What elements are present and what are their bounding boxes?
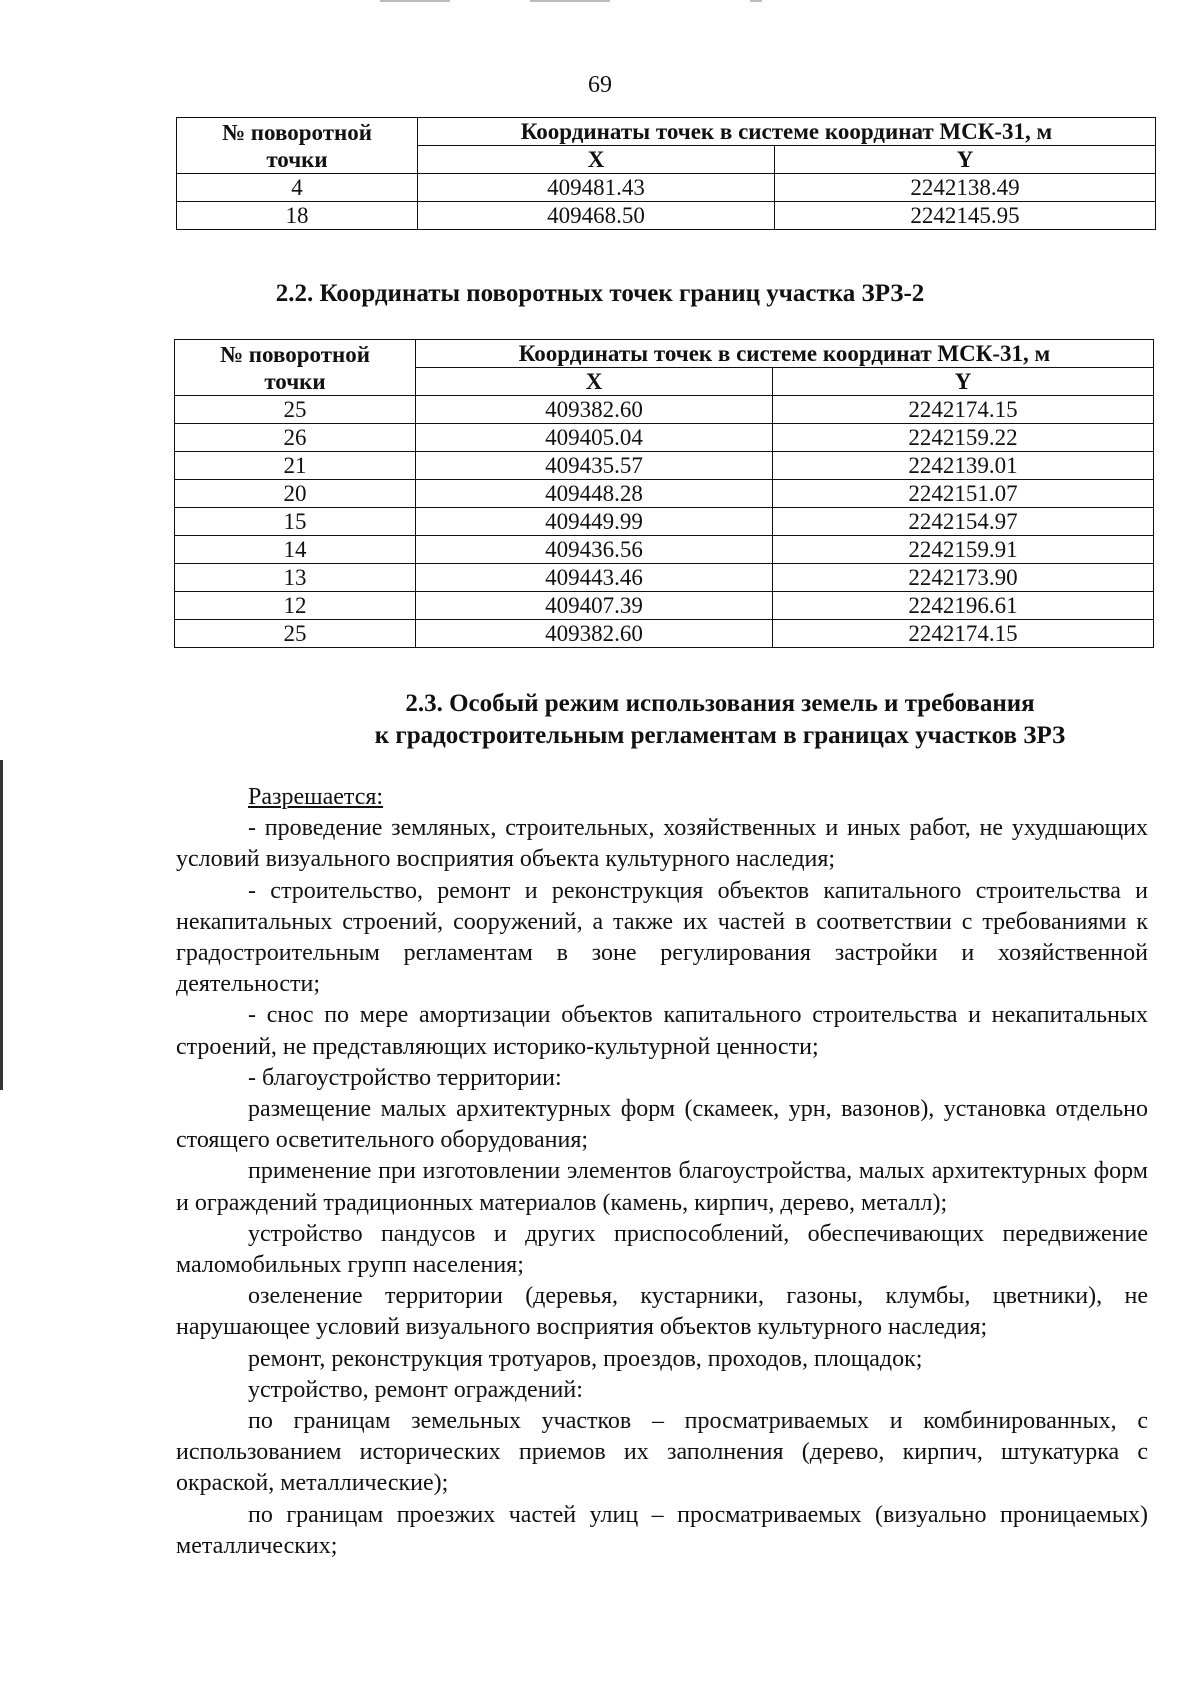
y-cell: 2242138.49 [775, 174, 1156, 202]
x-cell: 409382.60 [416, 396, 773, 424]
x-cell: 409443.46 [416, 564, 773, 592]
table-header-row [175, 340, 1154, 368]
scan-edge-artifact [0, 760, 3, 1090]
coordinates-table-1 [176, 117, 1156, 230]
page-number: 69 [588, 72, 612, 98]
y-cell: 2242174.15 [773, 396, 1154, 424]
table-row [177, 174, 1156, 202]
x-cell: 409405.04 [416, 424, 773, 452]
paragraph: ремонт, реконструкция тротуаров, проездов, проходов, площадок; [248, 1345, 923, 1372]
x-cell: 409448.28 [416, 480, 773, 508]
x-header: X [418, 146, 775, 174]
table-row [175, 592, 1154, 620]
x-header: X [416, 368, 773, 396]
coords-header: Координаты точек в системе координат МСК-31, м [416, 340, 1154, 368]
y-cell: 2242159.22 [773, 424, 1154, 452]
paragraph: применение при изготовлении элементов благоустройства, малых архитектурных форм и ограждений традиционных материалов (камень, кирпич, дерево, металл); [176, 1158, 1148, 1216]
y-cell: 2242154.97 [773, 508, 1154, 536]
paragraph: устройство, ремонт ограждений: [248, 1376, 583, 1403]
point-col-line1: № поворотной [221, 119, 373, 145]
section-title-2-2: 2.2. Координаты поворотных точек границ участка ЗРЗ-2 [275, 280, 925, 307]
table-row [175, 536, 1154, 564]
point-cell: 12 [175, 592, 416, 620]
point-col-line2: точки [264, 368, 326, 394]
x-cell: 409407.39 [416, 592, 773, 620]
coordinates-table-2 [174, 339, 1154, 648]
point-cell: 4 [177, 174, 418, 202]
section-title-line1: 2.3. Особый режим использования земель и требования [405, 690, 1035, 717]
table-row [175, 564, 1154, 592]
allowed-label: Разрешается: [248, 784, 384, 810]
x-cell: 409468.50 [418, 202, 775, 230]
point-column-header [175, 340, 416, 396]
point-col-line2: точки [266, 146, 328, 172]
y-cell: 2242145.95 [775, 202, 1156, 230]
coords-header: Координаты точек в системе координат МСК-31, м [418, 118, 1156, 146]
x-cell: 409435.57 [416, 452, 773, 480]
point-cell: 18 [177, 202, 418, 230]
point-cell: 25 [175, 396, 416, 424]
scan-artifact [380, 0, 450, 2]
y-cell: 2242151.07 [773, 480, 1154, 508]
point-cell: 25 [175, 620, 416, 648]
y-cell: 2242196.61 [773, 592, 1154, 620]
point-column-header [177, 118, 418, 174]
paragraph: - благоустройство территории: [248, 1064, 562, 1091]
point-cell: 15 [175, 508, 416, 536]
paragraph: устройство пандусов и других приспособлений, обеспечивающих передвижение маломобильных групп населения; [176, 1220, 1148, 1279]
table-row [175, 424, 1154, 452]
section-title-2-3 [120, 688, 1200, 752]
x-cell: 409449.99 [416, 508, 773, 536]
table-row [175, 508, 1154, 536]
x-cell: 409481.43 [418, 174, 775, 202]
y-cell: 2242173.90 [773, 564, 1154, 592]
table-row [175, 480, 1154, 508]
table-row [175, 396, 1154, 424]
paragraph: - снос по мере амортизации объектов капитального строительства и некапитальных строений, не представляющих историко-культурной ценности; [176, 1002, 1148, 1060]
paragraph: по границам земельных участков – просматриваемых и комбинированных, с использованием исторических приемов их заполнения (дерево, кирпич, штукатурка с окраской, металлические); [176, 1408, 1148, 1497]
point-cell: 26 [175, 424, 416, 452]
table-row [175, 620, 1154, 648]
y-cell: 2242139.01 [773, 452, 1154, 480]
y-cell: 2242159.91 [773, 536, 1154, 564]
scan-artifact [750, 0, 762, 2]
paragraph: - проведение земляных, строительных, хозяйственных и иных работ, не ухудшающих условий визуального восприятия объекта культурного наследия; [176, 815, 1148, 873]
x-cell: 409382.60 [416, 620, 773, 648]
table-row [177, 202, 1156, 230]
y-cell: 2242174.15 [773, 620, 1154, 648]
paragraph: озеленение территории (деревья, кустарники, газоны, клумбы, цветники), не нарушающее условий визуального восприятия объектов культурного наследия; [176, 1283, 1148, 1341]
point-col-line1: № поворотной [219, 341, 371, 367]
point-cell: 20 [175, 480, 416, 508]
paragraph: - строительство, ремонт и реконструкция объектов капитального строительства и некапитальных строений, сооружений, а также их частей в соответствии с требованиями к градостроительным регламентам в зоне регулирования застройки и хозяйственной деятельности; [176, 877, 1148, 998]
section-title-line2: к градостроительным регламентам в границах участков ЗРЗ [374, 722, 1066, 749]
point-cell: 13 [175, 564, 416, 592]
paragraph: по границам проезжих частей улиц – просматриваемых (визуально проницаемых) металлических; [176, 1501, 1148, 1559]
y-header: Y [775, 146, 1156, 174]
paragraph: размещение малых архитектурных форм (скамеек, урн, вазонов), установка отдельно стоящего осветительного оборудования; [176, 1096, 1148, 1154]
y-header: Y [773, 368, 1154, 396]
point-cell: 21 [175, 452, 416, 480]
scan-artifact [530, 0, 610, 2]
point-cell: 14 [175, 536, 416, 564]
body-text [176, 782, 1148, 1562]
table-row [175, 452, 1154, 480]
x-cell: 409436.56 [416, 536, 773, 564]
table-header-row [177, 118, 1156, 146]
